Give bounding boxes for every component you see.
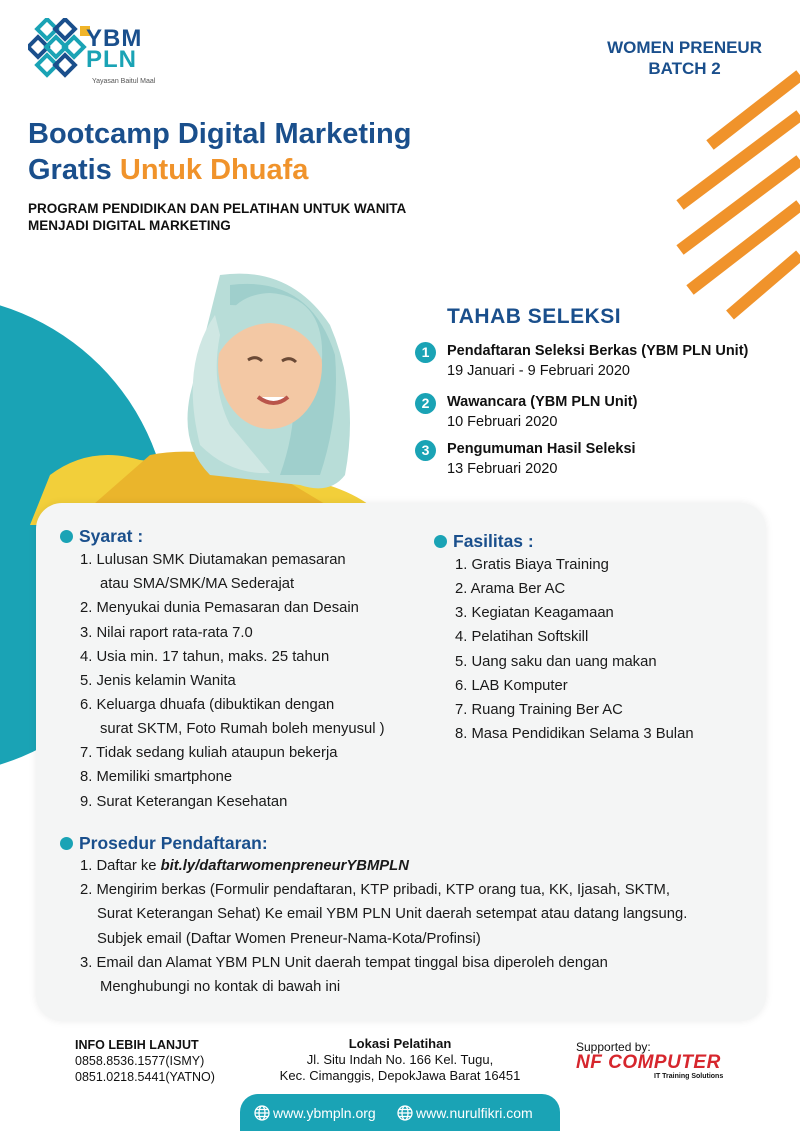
prosedur-title: Prosedur Pendaftaran:: [79, 833, 268, 853]
registration-link[interactable]: bit.ly/daftarwomenpreneurYBMPLN: [160, 858, 409, 874]
fasilitas-title: Fasilitas :: [453, 531, 534, 551]
syarat-line: 7. Tidak sedang kuliah ataupun bekerja: [80, 745, 338, 761]
bullet-dot-icon: [434, 535, 447, 548]
tahab-seleksi-heading: TAHAB SELEKSI: [447, 305, 622, 328]
fasilitas-line: 2. Arama Ber AC: [455, 581, 566, 597]
batch-label: [607, 37, 762, 79]
step-date: 10 Februari 2020: [447, 414, 558, 430]
nf-computer-logo: NF COMPUTER: [576, 1052, 721, 1073]
subtitle-line-1: PROGRAM PENDIDIKAN DAN PELATIHAN UNTUK WANITA: [28, 201, 407, 216]
contact-phone-1: 0858.8536.1577(ISMY): [75, 1054, 205, 1068]
logo-ybm: YBM: [86, 25, 143, 52]
syarat-line: 2. Menyukai dunia Pemasaran dan Desain: [80, 600, 359, 616]
main-title: [28, 116, 412, 188]
bullet-dot-icon: [60, 530, 73, 543]
syarat-line: atau SMA/SMK/MA Sederajat: [100, 576, 295, 592]
prosedur-line: 2. Mengirim berkas (Formulir pendaftaran, KTP pribadi, KTP orang tua, KK, Ijasah, SKTM,: [80, 882, 670, 898]
location-heading: Lokasi Pelatihan: [348, 1036, 452, 1051]
fasilitas-heading: [434, 531, 534, 552]
location-line-1: Jl. Situ Indah No. 166 Kel. Tugu,: [306, 1052, 494, 1067]
contact-heading: INFO LEBIH LANJUT: [75, 1038, 199, 1052]
prosedur-line: Subjek email (Daftar Women Preneur-Nama-Kota/Profinsi): [97, 931, 481, 947]
prosedur-heading: [60, 833, 268, 854]
logo-pln: PLN: [86, 46, 137, 73]
step-title: Pengumuman Hasil Seleksi: [447, 441, 636, 457]
website-link-nurulfikri[interactable]: www.nurulfikri.com: [416, 1105, 533, 1121]
globe-icon: [397, 1105, 413, 1121]
syarat-line: surat SKTM, Foto Rumah boleh menyusul ): [100, 721, 385, 737]
training-location: [255, 1036, 545, 1084]
nf-computer-tagline: IT Training Solutions: [654, 1073, 724, 1080]
syarat-line: 8. Memiliki smartphone: [80, 769, 233, 785]
title-untuk-dhuafa: Untuk Dhuafa: [119, 154, 309, 186]
fasilitas-line: 3. Kegiatan Keagamaan: [455, 605, 614, 621]
fasilitas-line: 8. Masa Pendidikan Selama 3 Bulan: [455, 726, 694, 742]
orange-stripes-decoration: [660, 70, 800, 330]
fasilitas-line: 4. Pelatihan Softskill: [455, 629, 589, 645]
fasilitas-line: 5. Uang saku dan uang makan: [455, 654, 657, 670]
supported-by-label: Supported by:: [576, 1040, 651, 1054]
title-gratis: Gratis: [28, 154, 120, 186]
step-number-badge: 1: [415, 342, 436, 363]
prosedur-line: Menghubungi no kontak di bawah ini: [100, 979, 341, 995]
step-title: Wawancara (YBM PLN Unit): [447, 394, 638, 410]
syarat-line: 5. Jenis kelamin Wanita: [80, 673, 236, 689]
prosedur-line-1: [80, 858, 409, 874]
step-date: 13 Februari 2020: [447, 461, 558, 477]
syarat-line: 4. Usia min. 17 tahun, maks. 25 tahun: [80, 649, 330, 665]
subtitle-line-2: MENJADI DIGITAL MARKETING: [28, 218, 231, 233]
contact-phone-2: 0851.0218.5441(YATNO): [75, 1070, 215, 1084]
step-number-badge: 3: [415, 440, 436, 461]
logo-subtitle: Yayasan Baitul Maal: [92, 78, 156, 85]
prosedur-line: Surat Keterangan Sehat) Ke email YBM PLN Unit daerah setempat atau datang langsung.: [97, 906, 688, 922]
syarat-line: 3. Nilai raport rata-rata 7.0: [80, 625, 253, 641]
program-subtitle: [28, 200, 406, 234]
title-line-2: [28, 152, 412, 188]
step-title: Pendaftaran Seleksi Berkas (YBM PLN Unit): [447, 343, 749, 359]
fasilitas-line: 6. LAB Komputer: [455, 678, 568, 694]
syarat-heading: [60, 526, 143, 547]
syarat-line: 6. Keluarga dhuafa (dibuktikan dengan: [80, 697, 335, 713]
woman-photo: [30, 245, 390, 525]
title-line-1: Bootcamp Digital Marketing: [28, 118, 412, 150]
batch-line-1: WOMEN PRENEUR: [607, 38, 762, 57]
batch-line-2: BATCH 2: [648, 59, 721, 78]
syarat-line: 9. Surat Keterangan Kesehatan: [80, 794, 288, 810]
location-line-2: Kec. Cimanggis, DepokJawa Barat 16451: [279, 1068, 521, 1083]
step-number-badge: 2: [415, 393, 436, 414]
prosedur-line-1-prefix: 1. Daftar ke: [80, 858, 161, 874]
step-date: 19 Januari - 9 Februari 2020: [447, 363, 630, 379]
logo-wordmark: [86, 25, 143, 73]
prosedur-line: 3. Email dan Alamat YBM PLN Unit daerah tempat tinggal bisa diperoleh dengan: [80, 955, 608, 971]
bullet-dot-icon: [60, 837, 73, 850]
syarat-title: Syarat :: [79, 526, 144, 546]
website-link-ybmpln[interactable]: www.ybmpln.org: [273, 1105, 376, 1121]
contact-info: [75, 1037, 215, 1085]
fasilitas-line: 7. Ruang Training Ber AC: [455, 702, 623, 718]
syarat-line: 1. Lulusan SMK Diutamakan pemasaran: [80, 552, 346, 568]
fasilitas-line: 1. Gratis Biaya Training: [455, 557, 609, 573]
globe-icon: [254, 1105, 270, 1121]
